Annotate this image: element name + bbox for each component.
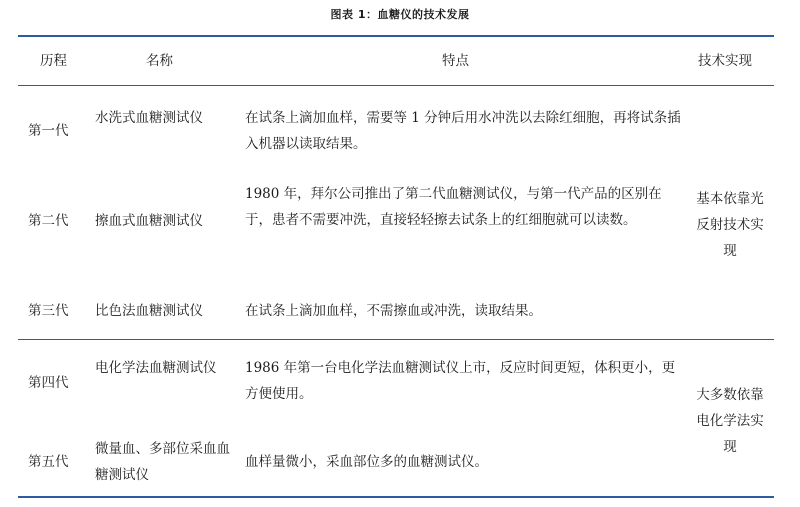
group-divider-rule [18, 339, 774, 340]
table-row-features-4: 1986 年第一台电化学法血糖测试仪上市，反应时间更短，体积更小，更方便使用。 [245, 360, 676, 402]
table-row-features-5: 血样量微小，采血部位多的血糖测试仪。 [245, 454, 488, 470]
header-history: 历程 [40, 53, 67, 69]
tech-group-1: 基本依靠光反射技术实现 [696, 191, 764, 259]
table-row-gen-4: 第四代 [28, 375, 69, 391]
table-row-features-1: 在试条上滴加血样，需要等 1 分钟后用水冲洗以去除红细胞，再将试条插入机器以读取结果。 [245, 110, 681, 152]
header-name: 名称 [146, 53, 173, 69]
table-row-name-1: 水洗式血糖测试仪 [95, 110, 203, 126]
table-row-features-2: 1980 年，拜尔公司推出了第二代血糖测试仪，与第一代产品的区别在于，患者不需要冲洗，直接轻轻擦去试条上的红细胞就可以读数。 [245, 186, 662, 228]
table-row-name-3: 比色法血糖测试仪 [95, 303, 203, 319]
table-caption: 图表 1：血糖仪的技术发展 [330, 8, 470, 21]
table-row-name-4: 电化学法血糖测试仪 [95, 360, 217, 376]
table-row-gen-2: 第二代 [28, 213, 69, 229]
header-bottom-rule [18, 85, 774, 86]
table-row-name-5: 微量血、多部位采血血糖测试仪 [95, 441, 230, 483]
table-bottom-rule [18, 496, 774, 498]
table-row-gen-5: 第五代 [28, 454, 69, 470]
table-row-name-2: 擦血式血糖测试仪 [95, 213, 203, 229]
table-row-features-3: 在试条上滴加血样，不需擦血或冲洗，读取结果。 [245, 303, 542, 319]
table-row-gen-1: 第一代 [28, 123, 69, 139]
header-features: 特点 [442, 53, 469, 69]
tech-group-2: 大多数依靠电化学法实现 [696, 387, 764, 455]
table-row-gen-3: 第三代 [28, 303, 69, 319]
header-tech: 技术实现 [698, 53, 752, 69]
table-top-rule [18, 35, 774, 37]
